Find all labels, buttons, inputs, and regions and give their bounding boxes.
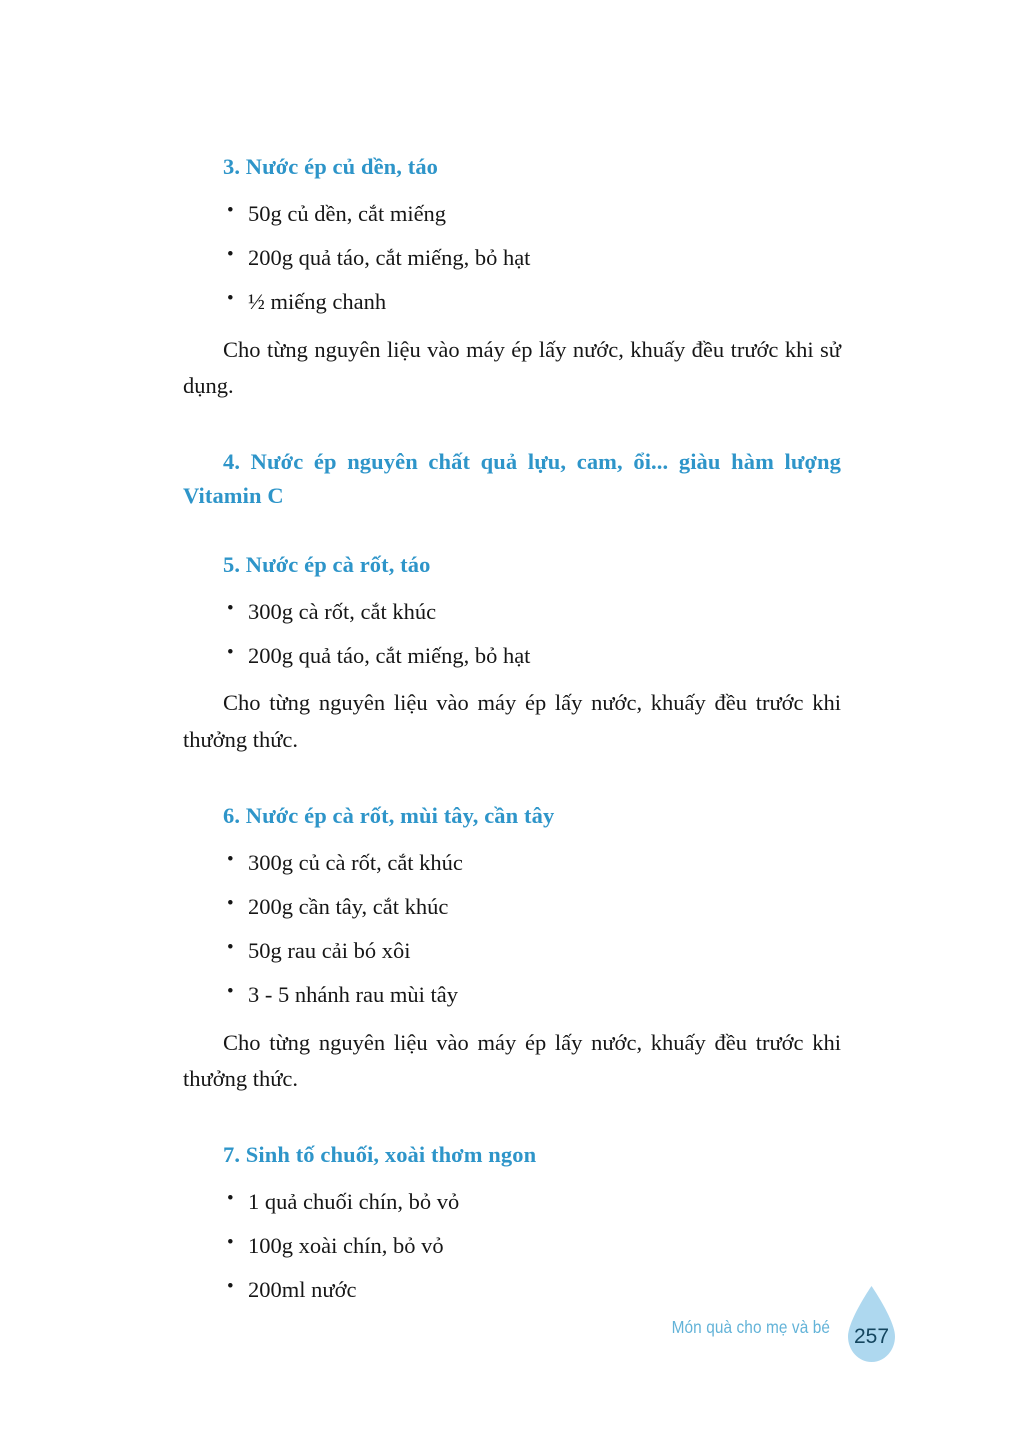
page-footer xyxy=(0,1276,1024,1362)
ingredient-text: 3 - 5 nhánh rau mùi tây xyxy=(248,981,458,1007)
footer-book-title: Món quà cho mẹ và bé xyxy=(671,1317,830,1337)
instruction-paragraph: Cho từng nguyên liệu vào máy ép lấy nước, khuấy đều trước khi thưởng thức. xyxy=(183,690,841,753)
ingredient-text: 50g củ dền, cắt miếng xyxy=(248,201,447,227)
bullet-icon: • xyxy=(227,849,234,870)
bullet-icon: • xyxy=(227,1188,234,1210)
spacer xyxy=(183,759,841,799)
recipe-section-3 xyxy=(183,150,841,405)
ingredient-text: ½ miếng chanh xyxy=(248,288,387,314)
list-item xyxy=(183,973,841,1017)
section-heading: 5. Nước ép cà rốt, táo xyxy=(223,551,431,577)
spacer xyxy=(183,677,841,685)
recipe-section-6 xyxy=(183,799,841,1098)
list-item xyxy=(183,1180,841,1224)
bullet-icon: • xyxy=(227,597,234,619)
ingredient-list xyxy=(183,841,841,1017)
bullet-icon: • xyxy=(227,287,234,309)
list-item xyxy=(183,192,841,236)
bullet-icon: • xyxy=(227,1231,234,1253)
spacer xyxy=(183,582,841,590)
list-item xyxy=(183,236,841,280)
spacer xyxy=(183,184,841,192)
instruction-paragraph: Cho từng nguyên liệu vào máy ép lấy nước, khuấy đều trước khi sử dụng. xyxy=(183,336,841,399)
list-item xyxy=(183,841,841,885)
ingredient-text: 1 quả chuối chín, bỏ vỏ xyxy=(248,1189,460,1215)
ingredient-text: 100g xoài chín, bỏ vỏ xyxy=(248,1232,444,1258)
water-drop-icon xyxy=(848,1286,895,1362)
spacer xyxy=(183,1172,841,1180)
section-heading: 6. Nước ép cà rốt, mùi tây, cần tây xyxy=(223,802,555,828)
bullet-icon: • xyxy=(227,641,234,663)
list-item xyxy=(183,885,841,929)
ingredient-text: 200g quả táo, cắt miếng, bỏ hạt xyxy=(248,642,531,668)
section-heading: 4. Nước ép nguyên chất quả lựu, cam, ổi... giàu hàm lượng Vitamin C xyxy=(183,449,841,509)
list-item xyxy=(183,929,841,973)
page-content xyxy=(183,150,841,1312)
spacer xyxy=(183,833,841,841)
bullet-icon: • xyxy=(227,1275,234,1297)
ingredient-text: 200g cần tây, cắt khúc xyxy=(248,893,449,919)
bullet-icon: • xyxy=(227,200,234,222)
ingredient-text: 50g rau cải bó xôi xyxy=(248,937,411,963)
list-item xyxy=(183,634,841,678)
section-heading: 7. Sinh tố chuối, xoài thơm ngon xyxy=(223,1141,537,1167)
ingredient-text: 300g củ cà rốt, cắt khúc xyxy=(248,850,463,875)
ingredient-list xyxy=(183,590,841,678)
ingredient-list xyxy=(183,192,841,324)
section-heading: 3. Nước ép củ dền, táo xyxy=(223,154,439,179)
bullet-icon: • xyxy=(227,244,234,266)
spacer xyxy=(183,1017,841,1025)
spacer xyxy=(183,514,841,548)
page-number-text: 257 xyxy=(853,1325,890,1348)
ingredient-text: 300g cà rốt, cắt khúc xyxy=(248,598,437,624)
list-item xyxy=(183,280,841,324)
ingredient-text: 200ml nước xyxy=(248,1276,357,1302)
spacer xyxy=(183,1098,841,1138)
list-item xyxy=(183,590,841,634)
spacer xyxy=(183,324,841,332)
list-item xyxy=(183,1224,841,1268)
recipe-section-5 xyxy=(183,548,841,759)
bullet-icon: • xyxy=(227,892,234,914)
page-number-badge xyxy=(848,1286,895,1362)
instruction-paragraph: Cho từng nguyên liệu vào máy ép lấy nước, khuấy đều trước khi thưởng thức. xyxy=(183,1029,841,1092)
bullet-icon: • xyxy=(227,936,234,958)
spacer xyxy=(183,405,841,445)
recipe-section-4 xyxy=(183,445,841,513)
bullet-icon: • xyxy=(227,980,234,1002)
ingredient-text: 200g quả táo, cắt miếng, bỏ hạt xyxy=(248,245,531,271)
footer-inner xyxy=(650,1286,895,1362)
